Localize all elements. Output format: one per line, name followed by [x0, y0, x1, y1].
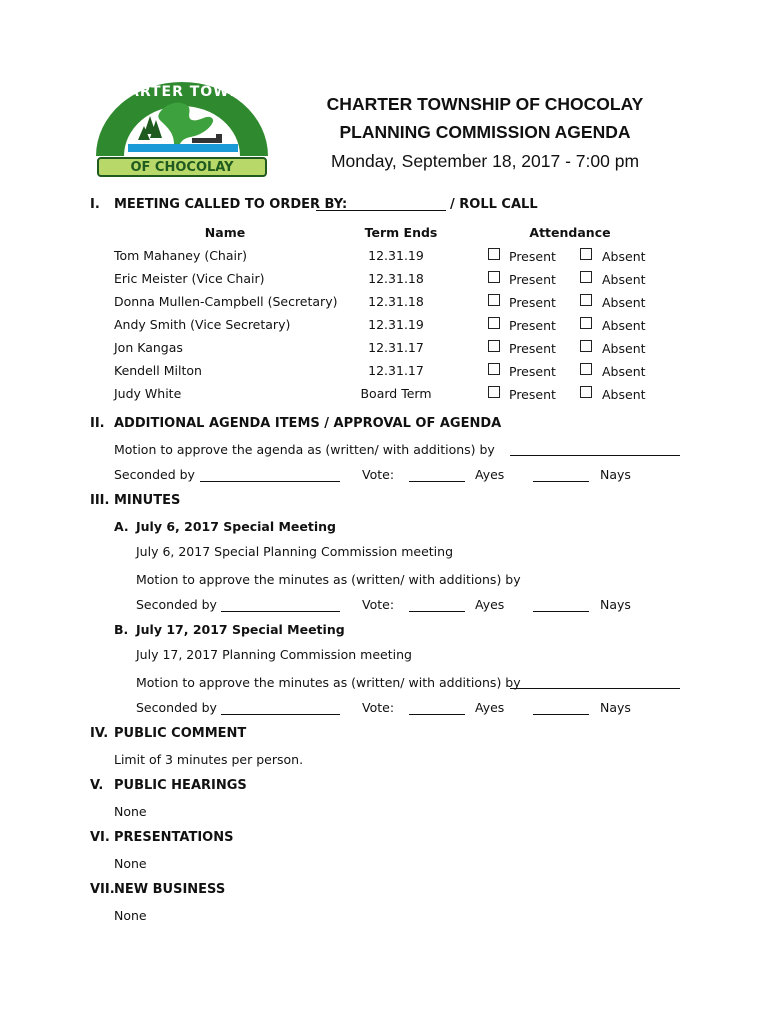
present-label: Present: [509, 341, 556, 356]
section-title: ADDITIONAL AGENDA ITEMS / APPROVAL OF AGENDA: [114, 416, 502, 431]
absent-checkbox[interactable]: [580, 363, 592, 375]
roll-header-attendance: Attendance: [529, 225, 611, 240]
member-term: 12.31.18: [368, 294, 424, 309]
minutes-a-ayes-label: Ayes: [475, 597, 505, 612]
absent-checkbox[interactable]: [580, 248, 592, 260]
section-number: V.: [90, 778, 104, 793]
member-name: Jon Kangas: [114, 340, 183, 355]
absent-label: Absent: [602, 249, 646, 264]
section-title: MINUTES: [114, 493, 181, 508]
agenda-motion-blank[interactable]: [510, 455, 680, 456]
header-township: CHARTER TOWNSHIP OF CHOCOLAY: [326, 94, 644, 114]
member-term: 12.31.17: [368, 363, 424, 378]
absent-checkbox[interactable]: [580, 386, 592, 398]
logo-banner-text: OF CHOCOLAY: [130, 160, 234, 175]
minutes-a-letter: A.: [114, 519, 129, 534]
minutes-a-nays-blank[interactable]: [533, 611, 589, 612]
minutes-a-ayes-blank[interactable]: [409, 611, 465, 612]
section-title: PUBLIC COMMENT: [114, 726, 247, 741]
member-term: 12.31.19: [368, 317, 424, 332]
minutes-b-motion-blank[interactable]: [510, 688, 680, 689]
present-label: Present: [509, 387, 556, 402]
present-label: Present: [509, 364, 556, 379]
section-title: MEETING CALLED TO ORDER BY:: [114, 197, 348, 212]
absent-label: Absent: [602, 387, 646, 402]
minutes-a-vote-label: Vote:: [362, 597, 395, 612]
minutes-a-desc: July 6, 2017 Special Planning Commission meeting: [136, 544, 453, 559]
roll-header-term: Term Ends: [364, 225, 438, 240]
absent-label: Absent: [602, 272, 646, 287]
roll-header-name: Name: [204, 225, 246, 240]
agenda-vote-label: Vote:: [362, 467, 395, 482]
minutes-b-title: July 17, 2017 Special Meeting: [136, 622, 345, 637]
member-term: 12.31.19: [368, 248, 424, 263]
absent-checkbox[interactable]: [580, 271, 592, 283]
present-checkbox[interactable]: [488, 294, 500, 306]
minutes-b-seconded-blank[interactable]: [221, 714, 340, 715]
member-name: Tom Mahaney (Chair): [114, 248, 247, 263]
minutes-a-seconded-label: Seconded by: [136, 597, 217, 612]
member-name: Kendell Milton: [114, 363, 202, 378]
present-checkbox[interactable]: [488, 248, 500, 260]
logo-arc-text: CHARTER TOWNSHIP: [104, 84, 284, 100]
agenda-ayes-label: Ayes: [475, 467, 505, 482]
present-checkbox[interactable]: [488, 363, 500, 375]
minutes-a-nays-label: Nays: [600, 597, 631, 612]
minutes-b-motion: Motion to approve the minutes as (written/ with additions) by: [136, 675, 521, 690]
section-body: Limit of 3 minutes per person.: [114, 752, 304, 767]
member-term: Board Term: [360, 386, 432, 401]
called-by-blank[interactable]: [316, 210, 446, 211]
minutes-b-letter: B.: [114, 622, 129, 637]
agenda-seconded-blank[interactable]: [200, 481, 340, 482]
minutes-b-ayes-blank[interactable]: [409, 714, 465, 715]
section-title: NEW BUSINESS: [114, 882, 226, 897]
member-name: Eric Meister (Vice Chair): [114, 271, 265, 286]
section-title: PRESENTATIONS: [114, 830, 234, 845]
member-name: Judy White: [114, 386, 182, 401]
absent-label: Absent: [602, 318, 646, 333]
absent-checkbox[interactable]: [580, 317, 592, 329]
minutes-a-title: July 6, 2017 Special Meeting: [136, 519, 336, 534]
minutes-b-vote-label: Vote:: [362, 700, 395, 715]
absent-checkbox[interactable]: [580, 340, 592, 352]
agenda-nays-blank[interactable]: [533, 481, 589, 482]
absent-label: Absent: [602, 341, 646, 356]
header-agenda: PLANNING COMMISSION AGENDA: [339, 122, 631, 142]
absent-label: Absent: [602, 295, 646, 310]
present-label: Present: [509, 272, 556, 287]
minutes-a-seconded-blank[interactable]: [221, 611, 340, 612]
agenda-seconded-label: Seconded by: [114, 467, 195, 482]
section-title: PUBLIC HEARINGS: [114, 778, 247, 793]
section-body: None: [114, 804, 147, 819]
member-name: Andy Smith (Vice Secretary): [114, 317, 291, 332]
agenda-nays-label: Nays: [600, 467, 631, 482]
agenda-motion-text: Motion to approve the agenda as (written/ with additions) by: [114, 442, 495, 457]
section-number: VI.: [90, 830, 110, 845]
section-number: II.: [90, 416, 105, 431]
absent-checkbox[interactable]: [580, 294, 592, 306]
present-checkbox[interactable]: [488, 271, 500, 283]
member-term: 12.31.18: [368, 271, 424, 286]
section-title-suffix: / ROLL CALL: [450, 197, 538, 212]
absent-label: Absent: [602, 364, 646, 379]
present-label: Present: [509, 295, 556, 310]
present-checkbox[interactable]: [488, 386, 500, 398]
present-checkbox[interactable]: [488, 317, 500, 329]
section-body: None: [114, 908, 147, 923]
member-term: 12.31.17: [368, 340, 424, 355]
agenda-ayes-blank[interactable]: [409, 481, 465, 482]
minutes-b-nays-blank[interactable]: [533, 714, 589, 715]
minutes-b-seconded-label: Seconded by: [136, 700, 217, 715]
header-date: Monday, September 18, 2017 - 7:00 pm: [330, 151, 640, 171]
minutes-b-ayes-label: Ayes: [475, 700, 505, 715]
member-name: Donna Mullen-Campbell (Secretary): [114, 294, 338, 309]
present-label: Present: [509, 249, 556, 264]
minutes-a-motion: Motion to approve the minutes as (written/ with additions) by: [136, 572, 521, 587]
minutes-b-desc: July 17, 2017 Planning Commission meeting: [136, 647, 412, 662]
section-number: I.: [90, 197, 100, 212]
present-label: Present: [509, 318, 556, 333]
section-number: IV.: [90, 726, 109, 741]
section-body: None: [114, 856, 147, 871]
present-checkbox[interactable]: [488, 340, 500, 352]
section-number: III.: [90, 493, 110, 508]
minutes-b-nays-label: Nays: [600, 700, 631, 715]
section-number: VII.: [90, 882, 115, 897]
